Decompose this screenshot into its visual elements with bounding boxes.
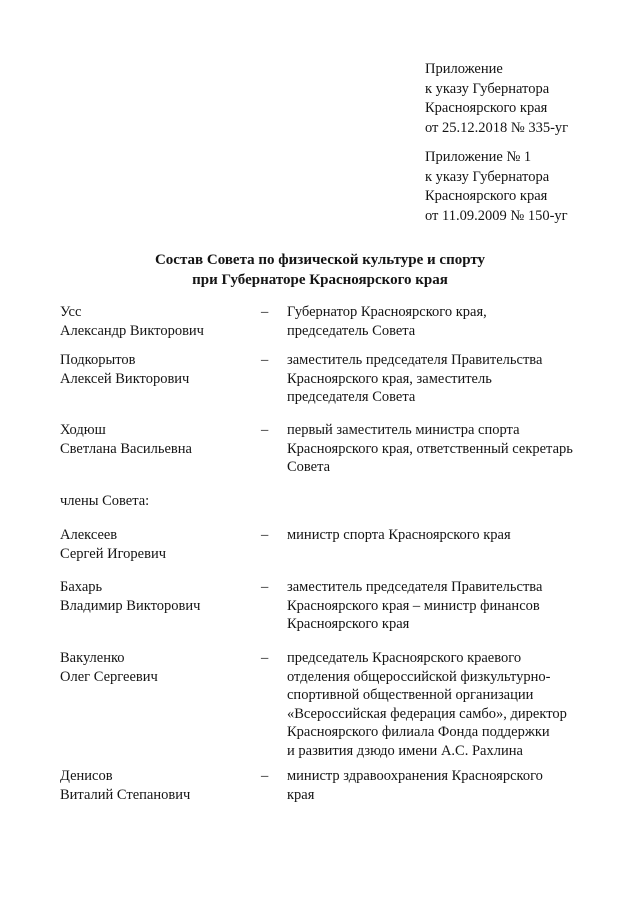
member-given-name: Олег Сергеевич [60,668,158,685]
member-given-name: Владимир Викторович [60,597,201,614]
appendix-line: Приложение [425,61,503,77]
member-role [287,578,587,634]
member-name [60,578,250,615]
member-given-name: Светлана Васильевна [60,440,192,457]
member-role [287,351,587,407]
role-line: министр здравоохранения Красноярского [287,768,543,784]
member-role [287,421,587,477]
member-surname: Денисов [60,768,113,784]
member-name [60,649,250,686]
role-line: Красноярского края – министр финансов [287,597,540,614]
member-surname: Усс [60,304,82,320]
appendix-current-header [425,60,568,138]
member-surname: Вакуленко [60,650,125,666]
role-line: заместитель председателя Правительства [287,579,543,595]
role-line: отделения общероссийской физкультурно- [287,668,551,685]
member-surname: Подкорытов [60,352,136,368]
member-role [287,303,587,340]
role-line: заместитель председателя Правительства [287,352,543,368]
title-line-1: Состав Совета по физической культуре и спорту [154,252,486,268]
appendix-line: от 11.09.2009 № 150-уг [425,207,568,224]
member-name [60,767,250,804]
dash-separator: – [261,352,269,368]
document-title [0,250,640,290]
appendix-line: к указу Губернатора [425,80,550,97]
role-line: и развития дзюдо имени А.С. Рахлина [287,742,523,759]
member-surname: Алексеев [60,527,118,543]
role-line: председатель Красноярского краевого [287,650,522,666]
dash-separator: – [261,579,269,595]
appendix-line: Приложение № 1 [425,149,532,165]
role-line: Совета [287,459,331,475]
role-line: спортивной общественной организации [287,687,534,703]
appendix-line: Красноярского края [425,188,548,204]
member-name [60,526,250,563]
dash-separator: – [261,650,269,666]
role-line: председателя Совета [287,389,416,405]
dash-separator: – [261,527,269,543]
dash-separator: – [261,422,269,438]
member-given-name: Александр Викторович [60,322,204,339]
role-line: края [287,786,315,803]
members-heading: члены Совета: [60,493,150,509]
role-line: Красноярского филиала Фонда поддержки [287,724,550,740]
member-role [287,526,587,545]
member-surname: Бахарь [60,579,103,595]
role-line: председатель Совета [287,322,416,339]
role-line: первый заместитель министра спорта [287,422,520,438]
role-line: Красноярского края, ответственный секретарь [287,440,573,457]
member-surname: Ходюш [60,422,106,438]
member-role [287,767,587,804]
role-line: Красноярского края, заместитель [287,370,492,387]
title-line-2: при Губернаторе Красноярского края [192,272,448,288]
member-given-name: Алексей Викторович [60,370,190,387]
dash-separator: – [261,768,269,784]
member-role [287,649,587,760]
role-line: Красноярского края [287,616,410,632]
member-name [60,421,250,458]
role-line: «Всероссийская федерация самбо», директор [287,705,567,722]
appendix-line: от 25.12.2018 № 335-уг [425,119,569,136]
role-line: министр спорта Красноярского края [287,527,511,543]
appendix-original-header [425,148,568,226]
member-given-name: Сергей Игоревич [60,545,167,562]
appendix-line: к указу Губернатора [425,168,550,185]
role-line: Губернатор Красноярского края, [287,304,487,320]
dash-separator: – [261,304,269,320]
member-name [60,303,250,340]
member-given-name: Виталий Степанович [60,786,191,803]
appendix-line: Красноярского края [425,100,548,116]
member-name [60,351,250,388]
